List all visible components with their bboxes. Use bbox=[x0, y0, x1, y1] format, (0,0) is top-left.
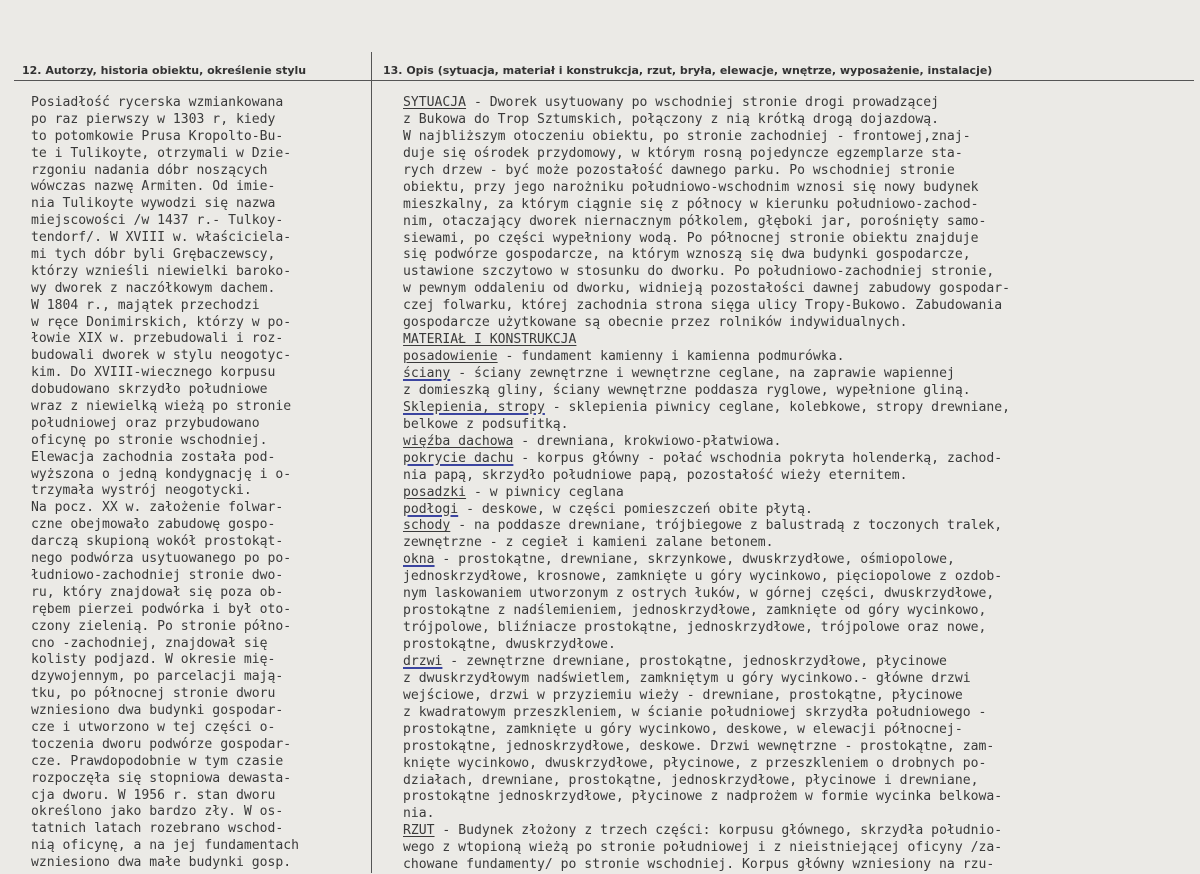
description-text-line bbox=[403, 468, 1195, 485]
description-text-line bbox=[403, 197, 1195, 214]
header-divider bbox=[14, 80, 1194, 81]
section-label: posadowienie bbox=[403, 349, 498, 365]
section-label: więźba dachowa bbox=[403, 433, 514, 449]
section-label: schody bbox=[403, 518, 451, 534]
history-text-line: czne obejmowało zabudowę gospo- bbox=[31, 517, 276, 533]
section-label: SYTUACJA bbox=[403, 95, 467, 110]
description-text: z dwuskrzydłowym nadświetlem, zamkniętym u góry wycinkowo.- główne drzwi bbox=[403, 670, 971, 686]
description-text: - prostokątne, drewniane, skrzynkowe, dwuskrzydłowe, ośmiopolowe, bbox=[434, 552, 955, 568]
history-text-line: budowali dworek w stylu neogotyc- bbox=[31, 348, 292, 364]
description-text-line bbox=[403, 756, 1195, 773]
history-text-line: cze. Prawdopodobnie w tym czasie bbox=[31, 753, 284, 769]
history-text-line: trzymała wystrój neogotycki. bbox=[31, 483, 252, 499]
description-text: - fundament kamienny i kamienna podmurówka. bbox=[497, 349, 845, 365]
description-text-line bbox=[403, 281, 1195, 298]
description-text: chowane fundamenty/ po stronie wschodniej. Korpus główny wzniesiony na rzu- bbox=[403, 857, 995, 873]
description-text: - Budynek złożony z trzech części: korpusu głównego, skrzydła południo- bbox=[434, 823, 1003, 839]
description-text-line bbox=[403, 773, 1195, 790]
description-text-line bbox=[403, 180, 1195, 197]
history-text-line: Posiadłość rycerska wzmiankowana bbox=[31, 95, 284, 110]
description-text: w pewnym oddaleniu od dworku, widnieją pozostałości dawnej zabudowy gospodar- bbox=[403, 281, 1010, 297]
history-text-line: czony zielenią. Po stronie półno- bbox=[31, 618, 292, 634]
description-text-line bbox=[403, 349, 1195, 366]
description-text: nia. bbox=[403, 806, 435, 822]
description-text-line bbox=[403, 247, 1195, 264]
history-text-line: tku, po północnej stronie dworu bbox=[31, 686, 276, 702]
description-text: z domieszką gliny, ściany wewnętrzne poddasza ryglowe, wypełnione gliną. bbox=[403, 382, 971, 398]
description-text: trójpolowe, bliźniacze prostokątne, jednoskrzydłowe, trójpolowe oraz nowe, bbox=[403, 620, 987, 636]
section-label: podłogi bbox=[403, 501, 459, 517]
description-text-line bbox=[403, 535, 1195, 552]
history-text-line: tatnich latach rozebrano wschod- bbox=[31, 821, 284, 837]
description-text: belkowe z podsufitką. bbox=[403, 416, 569, 432]
history-text-line: W 1804 r., majątek przechodzi bbox=[31, 297, 260, 313]
description-text: prostokątne, dwuskrzydłowe. bbox=[403, 637, 616, 652]
description-text: duje się ośrodek przydomowy, w którym rosną pojedyncze egzemplarze sta- bbox=[403, 145, 963, 161]
description-text-line bbox=[403, 705, 1195, 722]
description-text: - sklepienia piwnicy ceglane, kolebkowe, stropy drewniane, bbox=[544, 399, 1011, 415]
description-text: z Bukowa do Trop Sztumskich, połączony z nią krótką drogą dojazdową. bbox=[403, 111, 940, 127]
section-label: MATERIAŁ I KONSTRUKCJA bbox=[403, 332, 577, 348]
history-text-column bbox=[31, 95, 363, 872]
history-text-line: miejscowości /w 1437 r.- Tulkoy- bbox=[31, 213, 284, 229]
description-text: W najbliższym otoczeniu obiektu, po stronie zachodniej - frontowej,znaj- bbox=[403, 128, 971, 144]
section-label: Sklepienia, stropy bbox=[403, 399, 545, 415]
section-13-header: 13. Opis (sytuacja, materiał i konstrukcja, rzut, bryła, elewacje, wnętrze, wyposażenie, instalacje) bbox=[383, 64, 993, 77]
history-text-line: wówczas nazwę Armiten. Od imie- bbox=[31, 179, 276, 195]
description-text: - na poddasze drewniane, trójbiegowe z balustradą z toczonych tralek, bbox=[450, 518, 1003, 534]
description-text-line bbox=[403, 586, 1195, 603]
history-text-line: toczenia dworu podwórze gospodar- bbox=[31, 736, 292, 752]
history-text-line: południowej oraz przybudowano bbox=[31, 415, 260, 431]
description-text: rych drzew - być może pozostałość dawnego parku. Po wschodniej stronie bbox=[403, 162, 955, 178]
history-text-line: dzywojennym, po parcelacji mają- bbox=[31, 669, 284, 685]
description-text: nym laskowaniem utworzonym z ostrych łuków, w górnej części, dwuskrzydłowe, bbox=[403, 586, 995, 602]
history-text-line: określono jako bardzo zły. W os- bbox=[31, 804, 284, 820]
description-text-line bbox=[403, 163, 1195, 180]
description-text-line bbox=[403, 806, 1195, 823]
history-text-line: w ręce Donimirskich, którzy w po- bbox=[31, 314, 292, 330]
description-text: - ściany zewnętrzne i wewnętrzne ceglane, na zaprawie wapiennej bbox=[450, 366, 955, 381]
history-text-line: cno -zachodniej, znajdował się bbox=[31, 635, 268, 651]
description-text-line bbox=[403, 518, 1195, 535]
description-text-line bbox=[403, 502, 1195, 519]
description-text-line bbox=[403, 434, 1195, 451]
section-label: drzwi bbox=[403, 653, 443, 669]
description-text: - korpus główny - połać wschodnia pokryta holenderką, zachod- bbox=[513, 450, 1003, 466]
history-text-line: nią oficynę, a na jej fundamentach bbox=[31, 838, 300, 854]
section-label: posadzki bbox=[403, 484, 467, 500]
description-text-column bbox=[403, 95, 1195, 874]
description-text: prostokątne, jednoskrzydłowe, deskowe. Drzwi wewnętrzne - prostokątne, zam- bbox=[403, 738, 995, 754]
description-text: - deskowe, w części pomieszczeń obite płytą. bbox=[458, 501, 813, 517]
history-text-line: łowie XIX w. przebudowali i roz- bbox=[31, 331, 284, 347]
description-text-line bbox=[403, 451, 1195, 468]
description-text: działach, drewniane, prostokątne, jednoskrzydłowe, płycinowe i drewniane, bbox=[403, 772, 979, 788]
description-text-line bbox=[403, 112, 1195, 129]
history-text-line: kolisty podjazd. W okresie mię- bbox=[31, 652, 276, 668]
history-text-line: wyższona o jedną kondygnację i o- bbox=[31, 466, 292, 482]
description-text: knięte wycinkowo, dwuskrzydłowe, płycinowe, z przeszkleniem o drobnych po- bbox=[403, 755, 987, 771]
history-text-line: wraz z niewielką wieżą po stronie bbox=[31, 399, 292, 415]
history-text-line: te i Tulikoyte, otrzymali w Dzie- bbox=[31, 145, 292, 161]
description-text: jednoskrzydłowe, krosnowe, zamknięte u góry wycinkowo, pięciopolowe z ozdob- bbox=[403, 569, 1003, 585]
history-text-line: wy dworek z naczółkowym dachem. bbox=[31, 280, 276, 296]
description-text: mieszkalny, za którym ciągnie się z północy w kierunku południowo-zachod- bbox=[403, 196, 979, 212]
description-text: - Dworek usytuowany po wschodniej stronie drogi prowadzącej bbox=[466, 95, 940, 110]
description-text-line bbox=[403, 671, 1195, 688]
history-text-line: którzy wznieśli niewielki baroko- bbox=[31, 263, 292, 279]
description-text: gospodarcze użytkowane są obecnie przez rolników indywidualnych. bbox=[403, 315, 908, 331]
description-text: się podwórze gospodarcze, na którym wznoszą się dwa budynki gospodarcze, bbox=[403, 247, 971, 263]
section-label: okna bbox=[403, 552, 435, 568]
history-text-line: darczą skupioną wokół prostokąt- bbox=[31, 534, 284, 550]
history-text-line: wzniesiono dwa małe budynki gosp. bbox=[31, 855, 292, 871]
history-text-line: mi tych dóbr byli Grębaczewscy, bbox=[31, 247, 276, 263]
history-text-line: wzniesiono dwa budynki gospodar- bbox=[31, 703, 284, 719]
section-label: ściany bbox=[403, 366, 451, 381]
description-text-line bbox=[403, 366, 1195, 383]
description-text: obiektu, przy jego narożniku południowo-wschodnim wznosi się nowy budynek bbox=[403, 179, 979, 195]
description-text-line bbox=[403, 603, 1195, 620]
description-text: prostokątne jednoskrzydłowe, płycinowe z nadprożem w formie wycinka belkowa- bbox=[403, 789, 1003, 805]
description-text-line bbox=[403, 485, 1195, 502]
description-text-line bbox=[403, 789, 1195, 806]
history-text-line: Na pocz. XX w. założenie folwar- bbox=[31, 500, 284, 516]
description-text-line bbox=[403, 332, 1195, 349]
description-text: z kwadratowym przeszkleniem, w ścianie południowej skrzydła południowego - bbox=[403, 704, 987, 720]
history-text-line: kim. Do XVIII-wiecznego korpusu bbox=[31, 365, 276, 381]
description-text-line bbox=[403, 315, 1195, 332]
column-divider bbox=[371, 52, 372, 873]
description-text: - zewnętrzne drewniane, prostokątne, jednoskrzydłowe, płycinowe bbox=[442, 653, 947, 669]
description-text: siewami, po części wypełniony wodą. Po północnej stronie obiektu znajduje bbox=[403, 230, 979, 246]
description-text-line bbox=[403, 298, 1195, 315]
history-text-line: nia Tulikoyte wywodzi się nazwa bbox=[31, 196, 276, 212]
description-text-line bbox=[403, 95, 1195, 112]
history-text-line: oficynę po stronie wschodniej. bbox=[31, 432, 268, 448]
history-text-line: nego podwórza usytuowanego po po- bbox=[31, 551, 292, 567]
description-text: nim, otaczający dworek niernacznym półkolem, głęboki jar, porośnięty samo- bbox=[403, 213, 987, 229]
description-text-line bbox=[403, 146, 1195, 163]
description-text: ustawione szczytowo w stosunku do dworku. Po południowo-zachodniej stronie, bbox=[403, 264, 995, 280]
description-text-line bbox=[403, 231, 1195, 248]
description-text: - w piwnicy ceglana bbox=[466, 484, 624, 500]
description-text: - drewniana, krokwiowo-płatwiowa. bbox=[513, 433, 782, 449]
description-text-line bbox=[403, 383, 1195, 400]
history-text-line: ru, który znajdował się poza ob- bbox=[31, 584, 284, 600]
history-text-line: tendorf/. W XVIII w. właściciela- bbox=[31, 230, 292, 246]
history-text-line: Elewacja zachodnia została pod- bbox=[31, 449, 276, 465]
history-text-line: rzgoniu nadania dóbr noszących bbox=[31, 162, 268, 178]
description-text-line bbox=[403, 722, 1195, 739]
description-text-line bbox=[403, 739, 1195, 756]
description-text: zewnętrzne - z cegieł i kamieni zalane betonem. bbox=[403, 535, 774, 551]
description-text-line bbox=[403, 857, 1195, 874]
description-text-line bbox=[403, 264, 1195, 281]
description-text: prostokątne z nadślemieniem, jednoskrzydłowe, zamknięte od góry wycinkowo, bbox=[403, 603, 987, 619]
description-text: nia papą, skrzydło południowe papą, pozostałość wieży eternitem. bbox=[403, 467, 908, 483]
description-text-line bbox=[403, 129, 1195, 146]
description-text-line bbox=[403, 569, 1195, 586]
section-label: pokrycie dachu bbox=[403, 450, 514, 466]
history-text-line: cja dworu. W 1956 r. stan dworu bbox=[31, 787, 276, 803]
description-text: prostokątne, zamknięte u góry wycinkowo, deskowe, w elewacji północnej- bbox=[403, 721, 963, 737]
history-text-line: dobudowano skrzydło południowe bbox=[31, 382, 268, 398]
section-12-header: 12. Autorzy, historia obiektu, określenie stylu bbox=[22, 64, 307, 77]
section-label: RZUT bbox=[403, 823, 435, 839]
description-text-line bbox=[403, 214, 1195, 231]
description-text-line bbox=[403, 823, 1195, 840]
description-text: wego z wtopioną wieżą po stronie południowej i z nieistniejącej oficyny /za- bbox=[403, 840, 1003, 856]
description-text-line bbox=[403, 654, 1195, 671]
description-text-line bbox=[403, 417, 1195, 434]
history-text-line: cze i utworzono w tej części o- bbox=[31, 719, 276, 735]
description-text-line bbox=[403, 840, 1195, 857]
history-text-line: po raz pierwszy w 1303 r, kiedy bbox=[31, 111, 276, 127]
description-text-line bbox=[403, 620, 1195, 637]
description-text-line bbox=[403, 400, 1195, 417]
description-text-line bbox=[403, 552, 1195, 569]
history-text-line: rębem pierzei podwórka i był oto- bbox=[31, 601, 292, 617]
description-text-line bbox=[403, 637, 1195, 654]
description-text: czej folwarku, której zachodnia strona sięga ulicy Tropy-Bukowo. Zabudowania bbox=[403, 298, 1003, 314]
history-text-line: rozpoczęła się stopniowa dewasta- bbox=[31, 770, 292, 786]
description-text: wejściowe, drzwi w przyziemiu wieży - drewniane, prostokątne, płycinowe bbox=[403, 687, 963, 703]
history-text-line: to potomkowie Prusa Kropolto-Bu- bbox=[31, 128, 284, 144]
description-text-line bbox=[403, 688, 1195, 705]
history-text-line: łudniowo-zachodniej stronie dwo- bbox=[31, 567, 284, 583]
